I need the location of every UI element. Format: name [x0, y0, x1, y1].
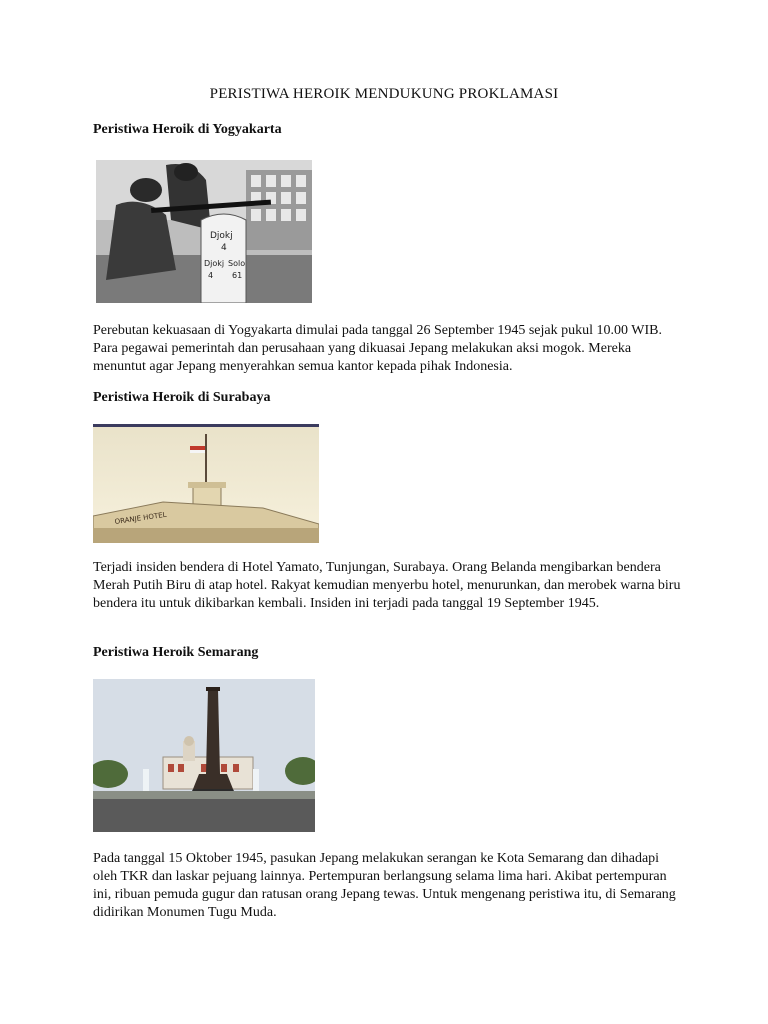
section-heading-semarang: Peristiwa Heroik Semarang: [93, 645, 259, 660]
milestone-text-4: Solo: [228, 259, 246, 268]
section-heading-surabaya: Peristiwa Heroik di Surabaya: [93, 390, 271, 405]
milestone-text-5: 4: [208, 271, 214, 280]
milestone-text-6: 61: [232, 271, 243, 280]
paragraph-yogyakarta: Perebutan kekuasaan di Yogyakarta dimulai pada tanggal 26 September 1945 sejak pukul 10.00 WIB. Para pegawai pemerintah dan perusahaan yang dikuasai Jepang melakukan aksi mogok. Mereka menuntut agar Jepang menyerahkan semua kantor kepada pihak Indonesia.: [93, 323, 662, 374]
milestone-text-3: Djokj: [204, 259, 225, 268]
milestone-text-1: Djokj: [210, 231, 233, 241]
semarang-photo: [93, 679, 315, 832]
surabaya-photo: [93, 424, 319, 543]
yogyakarta-photo: [96, 160, 312, 303]
document-title: PERISTIWA HEROIK MENDUKUNG PROKLAMASI: [209, 86, 559, 102]
paragraph-surabaya: Terjadi insiden bendera di Hotel Yamato, Tunjungan, Surabaya. Orang Belanda mengibarkan bendera Merah Putih Biru di atap hotel. Rakyat kemudian menyerbu hotel, menurunkan, dan merobek warna biru bendera itu untuk dikibarkan kembali. Insiden ini terjadi pada tanggal 19 September 1945.: [93, 560, 681, 611]
milestone-text-2: 4: [221, 243, 227, 253]
section-heading-yogyakarta: Peristiwa Heroik di Yogyakarta: [93, 122, 282, 137]
paragraph-semarang: Pada tanggal 15 Oktober 1945, pasukan Jepang melakukan serangan ke Kota Semarang dan dihadapi oleh TKR dan laskar pejuang lainnya. Pertempuran berlangsung selama lima hari. Akibat pertempuran ini, ribuan pemuda gugur dan ratusan orang Jepang tewas. Untuk mengenang peristiwa itu, di Semarang didirikan Monumen Tugu Muda.: [93, 851, 676, 920]
hotel-sign: ORANJE HOTEL: [114, 510, 167, 526]
